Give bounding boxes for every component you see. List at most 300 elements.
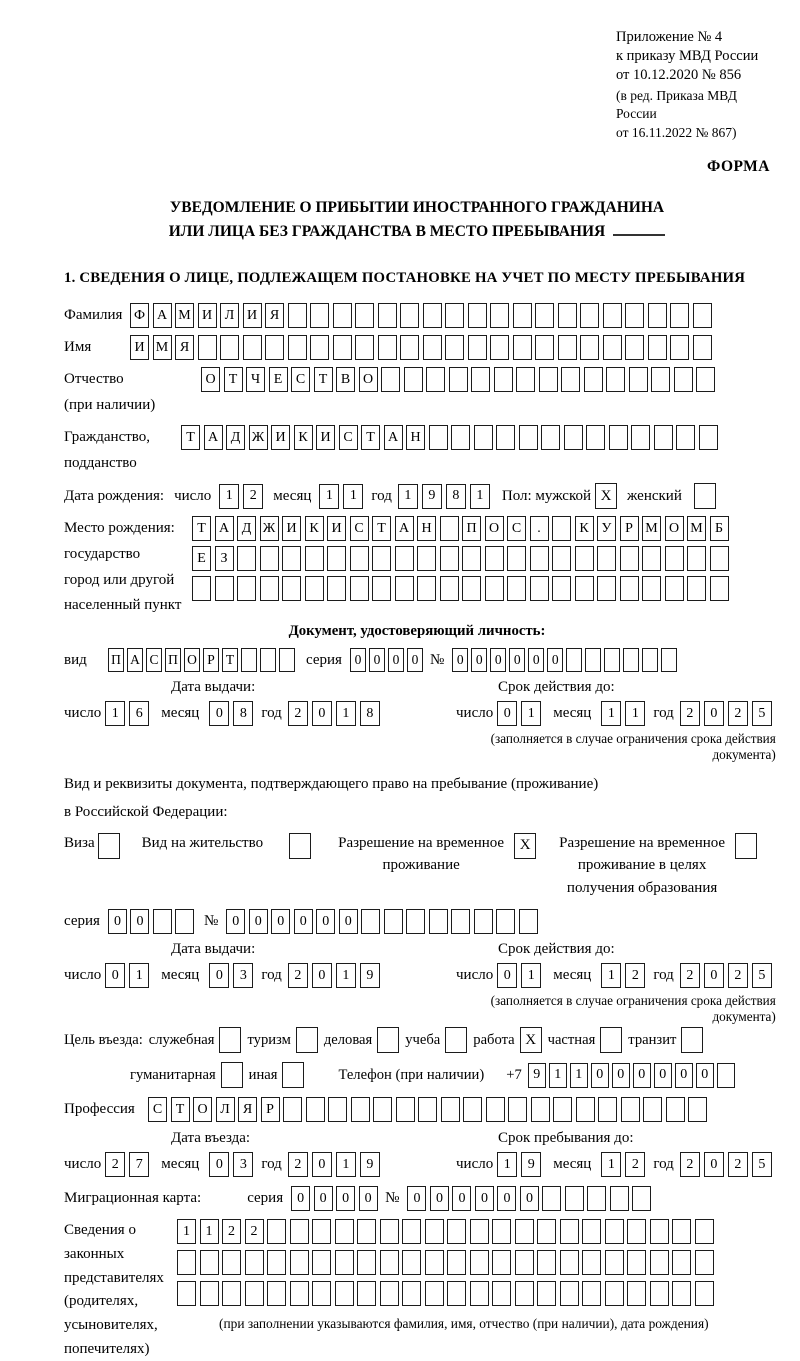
char-cell[interactable]: 1 bbox=[200, 1219, 219, 1244]
char-cell[interactable]: 0 bbox=[633, 1063, 651, 1088]
char-cell[interactable] bbox=[620, 576, 639, 601]
char-cell[interactable] bbox=[445, 335, 464, 360]
char-cell[interactable] bbox=[282, 546, 301, 571]
char-cell[interactable] bbox=[462, 576, 481, 601]
char-cell[interactable] bbox=[198, 335, 217, 360]
char-cell[interactable] bbox=[361, 909, 380, 934]
char-cell[interactable] bbox=[605, 1250, 624, 1275]
char-cell[interactable] bbox=[642, 648, 658, 672]
char-cell[interactable] bbox=[580, 335, 599, 360]
char-cell[interactable]: О bbox=[665, 516, 684, 541]
residence-permit-checkbox[interactable] bbox=[289, 833, 311, 859]
char-cell[interactable]: И bbox=[327, 516, 346, 541]
char-cell[interactable]: Я bbox=[238, 1097, 257, 1122]
char-cell[interactable] bbox=[695, 1281, 714, 1306]
char-cell[interactable] bbox=[310, 303, 329, 328]
char-cell[interactable] bbox=[674, 367, 693, 392]
char-cell[interactable] bbox=[492, 1281, 511, 1306]
purpose-humanitarian-checkbox[interactable] bbox=[221, 1062, 243, 1088]
char-cell[interactable] bbox=[451, 909, 470, 934]
char-cell[interactable]: 1 bbox=[129, 963, 149, 988]
char-cell[interactable]: 2 bbox=[625, 1152, 645, 1177]
char-cell[interactable] bbox=[328, 1097, 347, 1122]
char-cell[interactable] bbox=[429, 425, 448, 450]
char-cell[interactable] bbox=[513, 335, 532, 360]
char-cell[interactable] bbox=[717, 1063, 735, 1088]
char-cell[interactable]: П bbox=[108, 648, 124, 672]
char-cell[interactable] bbox=[357, 1281, 376, 1306]
char-cell[interactable] bbox=[470, 1250, 489, 1275]
char-cell[interactable]: 0 bbox=[108, 909, 127, 934]
char-cell[interactable]: 0 bbox=[339, 909, 358, 934]
char-cell[interactable] bbox=[672, 1281, 691, 1306]
char-cell[interactable]: Ф bbox=[130, 303, 149, 328]
char-cell[interactable]: 1 bbox=[105, 701, 125, 726]
char-cell[interactable] bbox=[625, 303, 644, 328]
char-cell[interactable] bbox=[237, 576, 256, 601]
char-cell[interactable] bbox=[243, 335, 262, 360]
char-cell[interactable] bbox=[586, 425, 605, 450]
char-cell[interactable]: М bbox=[175, 303, 194, 328]
char-cell[interactable] bbox=[537, 1281, 556, 1306]
char-cell[interactable] bbox=[384, 909, 403, 934]
char-cell[interactable] bbox=[417, 546, 436, 571]
char-cell[interactable]: А bbox=[215, 516, 234, 541]
char-cell[interactable] bbox=[396, 1097, 415, 1122]
char-cell[interactable] bbox=[485, 576, 504, 601]
char-cell[interactable] bbox=[335, 1281, 354, 1306]
char-cell[interactable]: Р bbox=[620, 516, 639, 541]
char-cell[interactable]: С bbox=[507, 516, 526, 541]
char-cell[interactable] bbox=[447, 1281, 466, 1306]
char-cell[interactable]: 0 bbox=[475, 1186, 494, 1211]
char-cell[interactable]: 0 bbox=[209, 1152, 229, 1177]
char-cell[interactable]: 1 bbox=[343, 484, 363, 509]
char-cell[interactable] bbox=[327, 576, 346, 601]
char-cell[interactable]: О bbox=[193, 1097, 212, 1122]
char-cell[interactable] bbox=[564, 425, 583, 450]
char-cell[interactable] bbox=[378, 303, 397, 328]
purpose-commercial-checkbox[interactable] bbox=[377, 1027, 399, 1053]
char-cell[interactable] bbox=[418, 1097, 437, 1122]
char-cell[interactable] bbox=[260, 648, 276, 672]
char-cell[interactable] bbox=[310, 335, 329, 360]
char-cell[interactable] bbox=[541, 425, 560, 450]
char-cell[interactable]: 6 bbox=[129, 701, 149, 726]
char-cell[interactable]: А bbox=[395, 516, 414, 541]
char-cell[interactable]: О bbox=[201, 367, 220, 392]
char-cell[interactable]: И bbox=[271, 425, 290, 450]
char-cell[interactable] bbox=[471, 367, 490, 392]
purpose-work-checkbox[interactable]: X bbox=[520, 1027, 542, 1053]
char-cell[interactable]: 9 bbox=[521, 1152, 541, 1177]
sex-female-checkbox[interactable] bbox=[694, 483, 716, 509]
char-cell[interactable]: И bbox=[316, 425, 335, 450]
char-cell[interactable]: 5 bbox=[752, 963, 772, 988]
char-cell[interactable]: 3 bbox=[233, 1152, 253, 1177]
char-cell[interactable]: 0 bbox=[105, 963, 125, 988]
char-cell[interactable] bbox=[222, 1250, 241, 1275]
char-cell[interactable] bbox=[447, 1250, 466, 1275]
char-cell[interactable] bbox=[519, 425, 538, 450]
char-cell[interactable] bbox=[463, 1097, 482, 1122]
char-cell[interactable] bbox=[566, 648, 582, 672]
char-cell[interactable] bbox=[575, 576, 594, 601]
char-cell[interactable] bbox=[306, 1097, 325, 1122]
char-cell[interactable] bbox=[260, 546, 279, 571]
char-cell[interactable] bbox=[429, 909, 448, 934]
char-cell[interactable] bbox=[200, 1250, 219, 1275]
char-cell[interactable] bbox=[508, 1097, 527, 1122]
char-cell[interactable] bbox=[621, 1097, 640, 1122]
char-cell[interactable]: Т bbox=[222, 648, 238, 672]
char-cell[interactable] bbox=[537, 1219, 556, 1244]
char-cell[interactable] bbox=[245, 1250, 264, 1275]
char-cell[interactable] bbox=[676, 425, 695, 450]
char-cell[interactable] bbox=[585, 648, 601, 672]
char-cell[interactable] bbox=[632, 1186, 651, 1211]
char-cell[interactable]: М bbox=[153, 335, 172, 360]
char-cell[interactable] bbox=[650, 1219, 669, 1244]
char-cell[interactable] bbox=[423, 303, 442, 328]
char-cell[interactable] bbox=[279, 648, 295, 672]
char-cell[interactable] bbox=[470, 1281, 489, 1306]
char-cell[interactable] bbox=[237, 546, 256, 571]
char-cell[interactable] bbox=[265, 335, 284, 360]
char-cell[interactable] bbox=[175, 909, 194, 934]
char-cell[interactable] bbox=[539, 367, 558, 392]
char-cell[interactable]: 0 bbox=[249, 909, 268, 934]
char-cell[interactable] bbox=[490, 303, 509, 328]
char-cell[interactable] bbox=[380, 1219, 399, 1244]
char-cell[interactable] bbox=[575, 546, 594, 571]
char-cell[interactable] bbox=[245, 1281, 264, 1306]
char-cell[interactable] bbox=[516, 367, 535, 392]
char-cell[interactable] bbox=[604, 648, 620, 672]
char-cell[interactable]: Е bbox=[192, 546, 211, 571]
char-cell[interactable]: Н bbox=[417, 516, 436, 541]
char-cell[interactable] bbox=[351, 1097, 370, 1122]
char-cell[interactable]: Т bbox=[192, 516, 211, 541]
char-cell[interactable] bbox=[200, 1281, 219, 1306]
char-cell[interactable] bbox=[215, 576, 234, 601]
char-cell[interactable] bbox=[552, 516, 571, 541]
char-cell[interactable] bbox=[288, 303, 307, 328]
char-cell[interactable]: Ж bbox=[249, 425, 268, 450]
char-cell[interactable] bbox=[425, 1250, 444, 1275]
char-cell[interactable]: 0 bbox=[312, 963, 332, 988]
char-cell[interactable]: 0 bbox=[591, 1063, 609, 1088]
char-cell[interactable]: 2 bbox=[288, 963, 308, 988]
char-cell[interactable]: Р bbox=[261, 1097, 280, 1122]
char-cell[interactable]: 2 bbox=[728, 701, 748, 726]
char-cell[interactable] bbox=[333, 335, 352, 360]
char-cell[interactable] bbox=[603, 335, 622, 360]
char-cell[interactable]: 0 bbox=[547, 648, 563, 672]
char-cell[interactable] bbox=[312, 1250, 331, 1275]
char-cell[interactable] bbox=[710, 576, 729, 601]
char-cell[interactable] bbox=[462, 546, 481, 571]
char-cell[interactable]: П bbox=[165, 648, 181, 672]
char-cell[interactable] bbox=[373, 1097, 392, 1122]
char-cell[interactable] bbox=[492, 1250, 511, 1275]
char-cell[interactable]: Т bbox=[181, 425, 200, 450]
char-cell[interactable] bbox=[312, 1219, 331, 1244]
char-cell[interactable] bbox=[468, 335, 487, 360]
char-cell[interactable]: 2 bbox=[222, 1219, 241, 1244]
char-cell[interactable]: А bbox=[153, 303, 172, 328]
char-cell[interactable]: 2 bbox=[680, 701, 700, 726]
char-cell[interactable]: 0 bbox=[388, 648, 404, 672]
char-cell[interactable]: 0 bbox=[704, 1152, 724, 1177]
purpose-business-checkbox[interactable] bbox=[219, 1027, 241, 1053]
char-cell[interactable]: Р bbox=[203, 648, 219, 672]
char-cell[interactable] bbox=[267, 1281, 286, 1306]
char-cell[interactable] bbox=[531, 1097, 550, 1122]
char-cell[interactable]: 1 bbox=[601, 701, 621, 726]
char-cell[interactable] bbox=[440, 576, 459, 601]
char-cell[interactable] bbox=[597, 546, 616, 571]
char-cell[interactable]: 8 bbox=[446, 484, 466, 509]
char-cell[interactable] bbox=[312, 1281, 331, 1306]
char-cell[interactable] bbox=[260, 576, 279, 601]
char-cell[interactable]: 0 bbox=[350, 648, 366, 672]
char-cell[interactable]: 0 bbox=[294, 909, 313, 934]
char-cell[interactable] bbox=[651, 367, 670, 392]
char-cell[interactable]: О bbox=[485, 516, 504, 541]
char-cell[interactable] bbox=[485, 546, 504, 571]
char-cell[interactable] bbox=[290, 1250, 309, 1275]
char-cell[interactable]: 0 bbox=[291, 1186, 310, 1211]
char-cell[interactable] bbox=[627, 1219, 646, 1244]
char-cell[interactable]: 2 bbox=[728, 963, 748, 988]
char-cell[interactable]: У bbox=[597, 516, 616, 541]
char-cell[interactable]: С bbox=[291, 367, 310, 392]
char-cell[interactable]: А bbox=[384, 425, 403, 450]
char-cell[interactable] bbox=[494, 367, 513, 392]
char-cell[interactable] bbox=[400, 303, 419, 328]
char-cell[interactable]: 0 bbox=[369, 648, 385, 672]
char-cell[interactable] bbox=[474, 909, 493, 934]
char-cell[interactable] bbox=[447, 1219, 466, 1244]
char-cell[interactable]: 1 bbox=[336, 701, 356, 726]
char-cell[interactable] bbox=[642, 546, 661, 571]
char-cell[interactable] bbox=[670, 303, 689, 328]
char-cell[interactable] bbox=[620, 546, 639, 571]
char-cell[interactable] bbox=[670, 335, 689, 360]
char-cell[interactable]: Т bbox=[361, 425, 380, 450]
char-cell[interactable] bbox=[587, 1186, 606, 1211]
char-cell[interactable]: И bbox=[130, 335, 149, 360]
char-cell[interactable]: 0 bbox=[497, 701, 517, 726]
char-cell[interactable] bbox=[350, 576, 369, 601]
char-cell[interactable] bbox=[267, 1250, 286, 1275]
char-cell[interactable]: 0 bbox=[312, 701, 332, 726]
char-cell[interactable] bbox=[696, 367, 715, 392]
char-cell[interactable]: 0 bbox=[704, 963, 724, 988]
char-cell[interactable] bbox=[693, 335, 712, 360]
char-cell[interactable] bbox=[451, 425, 470, 450]
char-cell[interactable]: 0 bbox=[130, 909, 149, 934]
char-cell[interactable]: А bbox=[204, 425, 223, 450]
char-cell[interactable]: М bbox=[642, 516, 661, 541]
char-cell[interactable]: 1 bbox=[625, 701, 645, 726]
char-cell[interactable]: 0 bbox=[612, 1063, 630, 1088]
char-cell[interactable]: 0 bbox=[316, 909, 335, 934]
char-cell[interactable] bbox=[440, 546, 459, 571]
char-cell[interactable] bbox=[449, 367, 468, 392]
char-cell[interactable] bbox=[400, 335, 419, 360]
char-cell[interactable] bbox=[288, 335, 307, 360]
char-cell[interactable] bbox=[597, 576, 616, 601]
char-cell[interactable] bbox=[688, 1097, 707, 1122]
char-cell[interactable] bbox=[693, 303, 712, 328]
char-cell[interactable] bbox=[606, 367, 625, 392]
char-cell[interactable]: 0 bbox=[490, 648, 506, 672]
char-cell[interactable] bbox=[425, 1281, 444, 1306]
char-cell[interactable] bbox=[474, 425, 493, 450]
char-cell[interactable] bbox=[627, 1250, 646, 1275]
char-cell[interactable]: 2 bbox=[728, 1152, 748, 1177]
char-cell[interactable] bbox=[305, 576, 324, 601]
char-cell[interactable] bbox=[598, 1097, 617, 1122]
char-cell[interactable] bbox=[468, 303, 487, 328]
char-cell[interactable] bbox=[631, 425, 650, 450]
char-cell[interactable] bbox=[695, 1250, 714, 1275]
char-cell[interactable] bbox=[535, 303, 554, 328]
char-cell[interactable] bbox=[535, 335, 554, 360]
char-cell[interactable] bbox=[666, 1097, 685, 1122]
visa-checkbox[interactable] bbox=[98, 833, 120, 859]
char-cell[interactable] bbox=[222, 1281, 241, 1306]
char-cell[interactable] bbox=[642, 576, 661, 601]
char-cell[interactable]: 1 bbox=[470, 484, 490, 509]
char-cell[interactable]: 5 bbox=[752, 1152, 772, 1177]
char-cell[interactable] bbox=[584, 367, 603, 392]
char-cell[interactable]: 2 bbox=[245, 1219, 264, 1244]
char-cell[interactable]: 0 bbox=[226, 909, 245, 934]
char-cell[interactable]: 0 bbox=[528, 648, 544, 672]
char-cell[interactable] bbox=[560, 1281, 579, 1306]
char-cell[interactable] bbox=[406, 909, 425, 934]
char-cell[interactable] bbox=[603, 303, 622, 328]
char-cell[interactable]: 0 bbox=[497, 963, 517, 988]
char-cell[interactable]: Б bbox=[710, 516, 729, 541]
char-cell[interactable]: П bbox=[462, 516, 481, 541]
char-cell[interactable] bbox=[553, 1097, 572, 1122]
char-cell[interactable] bbox=[441, 1097, 460, 1122]
char-cell[interactable] bbox=[395, 546, 414, 571]
char-cell[interactable]: 2 bbox=[680, 963, 700, 988]
char-cell[interactable] bbox=[496, 909, 515, 934]
char-cell[interactable]: 0 bbox=[336, 1186, 355, 1211]
char-cell[interactable] bbox=[402, 1219, 421, 1244]
char-cell[interactable] bbox=[241, 648, 257, 672]
char-cell[interactable]: 3 bbox=[233, 963, 253, 988]
char-cell[interactable] bbox=[445, 303, 464, 328]
char-cell[interactable]: Т bbox=[171, 1097, 190, 1122]
char-cell[interactable] bbox=[492, 1219, 511, 1244]
char-cell[interactable] bbox=[625, 335, 644, 360]
char-cell[interactable] bbox=[402, 1281, 421, 1306]
char-cell[interactable]: Ч bbox=[246, 367, 265, 392]
char-cell[interactable] bbox=[519, 909, 538, 934]
char-cell[interactable] bbox=[530, 546, 549, 571]
char-cell[interactable] bbox=[380, 1281, 399, 1306]
char-cell[interactable] bbox=[605, 1219, 624, 1244]
char-cell[interactable] bbox=[283, 1097, 302, 1122]
char-cell[interactable]: М bbox=[687, 516, 706, 541]
purpose-study-checkbox[interactable] bbox=[445, 1027, 467, 1053]
char-cell[interactable] bbox=[425, 1219, 444, 1244]
char-cell[interactable]: 0 bbox=[471, 648, 487, 672]
char-cell[interactable] bbox=[565, 1186, 584, 1211]
char-cell[interactable]: 1 bbox=[601, 1152, 621, 1177]
char-cell[interactable] bbox=[515, 1219, 534, 1244]
char-cell[interactable] bbox=[665, 546, 684, 571]
char-cell[interactable] bbox=[560, 1219, 579, 1244]
char-cell[interactable] bbox=[372, 576, 391, 601]
char-cell[interactable]: Т bbox=[224, 367, 243, 392]
char-cell[interactable] bbox=[672, 1219, 691, 1244]
char-cell[interactable]: 0 bbox=[654, 1063, 672, 1088]
char-cell[interactable]: А bbox=[127, 648, 143, 672]
char-cell[interactable]: К bbox=[294, 425, 313, 450]
char-cell[interactable] bbox=[605, 1281, 624, 1306]
char-cell[interactable]: 0 bbox=[359, 1186, 378, 1211]
char-cell[interactable]: К bbox=[305, 516, 324, 541]
char-cell[interactable]: 2 bbox=[625, 963, 645, 988]
char-cell[interactable] bbox=[661, 648, 677, 672]
char-cell[interactable] bbox=[530, 576, 549, 601]
char-cell[interactable]: 0 bbox=[209, 701, 229, 726]
char-cell[interactable]: 1 bbox=[319, 484, 339, 509]
char-cell[interactable] bbox=[687, 576, 706, 601]
char-cell[interactable]: 2 bbox=[243, 484, 263, 509]
temp-residence-education-checkbox[interactable] bbox=[735, 833, 757, 859]
char-cell[interactable] bbox=[426, 367, 445, 392]
char-cell[interactable]: В bbox=[336, 367, 355, 392]
char-cell[interactable]: 0 bbox=[696, 1063, 714, 1088]
char-cell[interactable] bbox=[648, 335, 667, 360]
char-cell[interactable] bbox=[558, 335, 577, 360]
char-cell[interactable] bbox=[305, 546, 324, 571]
char-cell[interactable] bbox=[552, 576, 571, 601]
char-cell[interactable]: 8 bbox=[233, 701, 253, 726]
char-cell[interactable]: 0 bbox=[430, 1186, 449, 1211]
char-cell[interactable]: 0 bbox=[314, 1186, 333, 1211]
char-cell[interactable] bbox=[350, 546, 369, 571]
char-cell[interactable]: С bbox=[146, 648, 162, 672]
char-cell[interactable]: 8 bbox=[360, 701, 380, 726]
char-cell[interactable] bbox=[507, 546, 526, 571]
char-cell[interactable]: . bbox=[530, 516, 549, 541]
char-cell[interactable] bbox=[290, 1219, 309, 1244]
char-cell[interactable] bbox=[496, 425, 515, 450]
char-cell[interactable]: 0 bbox=[675, 1063, 693, 1088]
char-cell[interactable] bbox=[582, 1250, 601, 1275]
char-cell[interactable] bbox=[357, 1219, 376, 1244]
char-cell[interactable] bbox=[290, 1281, 309, 1306]
char-cell[interactable]: 1 bbox=[521, 701, 541, 726]
char-cell[interactable]: 0 bbox=[704, 701, 724, 726]
char-cell[interactable] bbox=[580, 303, 599, 328]
char-cell[interactable]: С bbox=[350, 516, 369, 541]
char-cell[interactable]: 0 bbox=[312, 1152, 332, 1177]
char-cell[interactable]: И bbox=[282, 516, 301, 541]
char-cell[interactable] bbox=[378, 335, 397, 360]
char-cell[interactable] bbox=[627, 1281, 646, 1306]
